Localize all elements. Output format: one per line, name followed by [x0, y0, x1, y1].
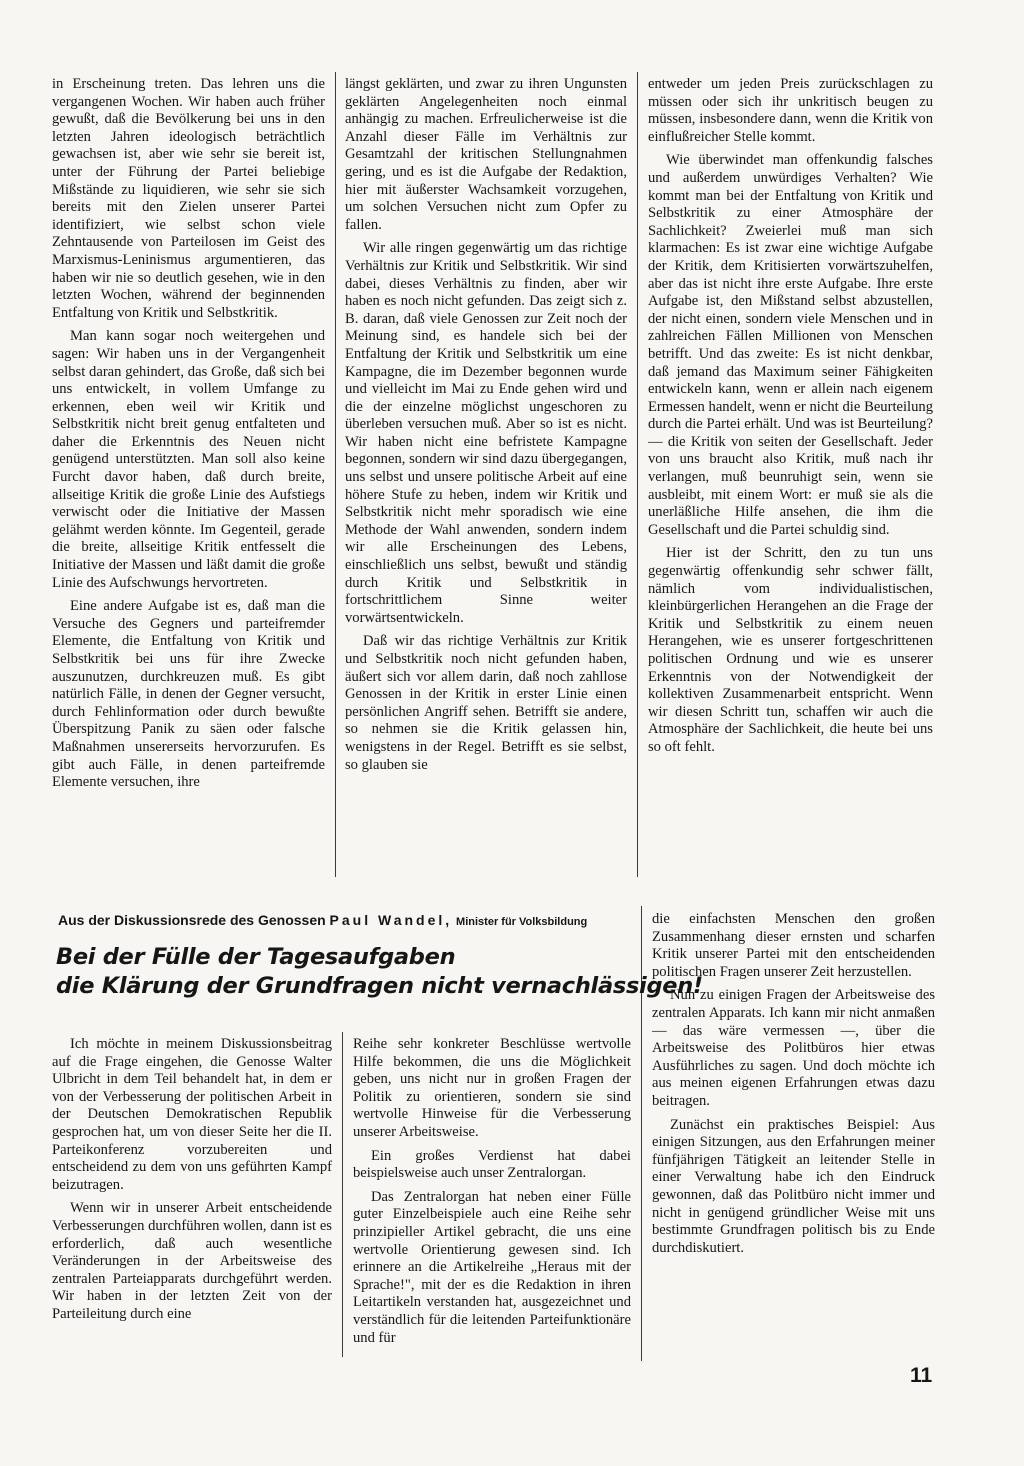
paragraph: die einfachsten Menschen den großen Zusammenhang dieser ernsten und scharfen Kritik unserer Partei mit den entscheidenden politischen Fragen unserer Zeit herzustellen. — [652, 911, 935, 980]
article-headline — [56, 943, 703, 1001]
paragraph: Daß wir das richtige Verhältnis zur Kritik und Selbstkritik noch nicht gefunden haben, äußert sich vor allem darin, daß noch zahllose Genossen in der Kritik in erster Linie einen persönlichen Angriff sehen. Betrifft sie andere, so nehmen sie die Kritik gelassen hin, wenigstens in der Regel. Betrifft es sie selbst, so glauben sie — [345, 633, 627, 773]
paragraph: Hier ist der Schritt, den zu tun uns gegenwärtig offenkundig sehr schwer fällt, nämlich vom individualistischen, kleinbürgerlichen Herangehen an die Frage der Kritik und Selbstkritik zu einem neuen Herangehen, wie es unserer fortgeschrittenen politischen Ordnung und wie es unserer Erkenntnis von der Notwendigkeit der kollektiven Zusammenarbeit entspricht. Wenn wir diesen Schritt tun, schaffen wir auch die Atmosphäre der Sachlichkeit, die heute bei uns so oft fehlt. — [648, 545, 933, 755]
bottom-article-column-3 — [652, 911, 935, 1263]
speaker-role: Minister für Volksbildung — [456, 916, 588, 928]
top-article-column-3 — [648, 76, 933, 763]
headline-line-2: die Klärung der Grundfragen nicht vernachlässigen! — [56, 973, 703, 999]
paragraph: Man kann sogar noch weitergehen und sagen: Wir haben uns in der Vergangenheit selbst daran gehindert, das Große, daß sich bei uns entwickelt, in vollem Umfange zu erkennen, eben weil wir Kritik und Selbstkritik nicht breit genug entfalteten und daher die Erkenntnis des Neuen nicht genügend unterstützten. Man soll also keine Furcht davor haben, daß durch breite, allseitige Kritik die große Linie des Aufstiegs verwischt oder die Initiative der Massen gelähmt werden könnte. Im Gegenteil, gerade die breite, allseitige Kritik entfesselt die Initiative der Massen und läßt damit die große Linie des Aufschwungs hervortreten. — [52, 328, 325, 591]
intro-prefix: Aus der Diskussionsrede des Genossen — [58, 912, 326, 928]
top-article-column-1 — [52, 76, 325, 798]
paragraph: entweder um jeden Preis zurückschlagen zu müssen oder sich ihr unkritisch beugen zu müssen, insbesondere dann, wenn die Kritik von einflußreicher Stelle kommt. — [648, 76, 933, 145]
paragraph: Wir alle ringen gegenwärtig um das richtige Verhältnis zur Kritik und Selbstkritik. Wir sind dabei, dieses Verhältnis zu finden, aber wir haben es noch nicht gefunden. Das zeigt sich z. B. daran, daß viele Genossen zur Zeit noch der Meinung sind, es handele sich bei der Entfaltung der Kritik und Selbstkritik um eine Kampagne, die im Dezember begonnen wurde und vielleicht im Mai zu Ende gehen wird und die der einzelne möglichst ungeschoren zu überleben versuchen muß. Aber so ist es nicht. Wir haben nicht eine befristete Kampagne begonnen, sondern wir sind dazu übergegangen, uns selbst und unsere politische Arbeit auf eine höhere Stufe zu heben, indem wir Kritik und Selbstkritik nicht mehr sporadisch wie eine Methode der Wahl anwenden, sondern indem wir alle Erscheinungen des Lebens, einschließlich uns selbst, bewußt und ständig durch Kritik und Selbstkritik in fortschrittlichem Sinne weiter vorwärtsentwickeln. — [345, 240, 627, 626]
paragraph: in Erscheinung treten. Das lehren uns die vergangenen Wochen. Wir haben auch früher gewußt, daß die Bevölkerung bei uns in den letzten Jahren ideologisch beträchtlich gewachsen ist, aber wie sehr sie bereit ist, unter der Führung der Partei beliebige Mißstände zu liquidieren, wie sehr sie sich bereits mit den Zielen unserer Partei identifiziert, wie selbst schon viele Zehntausende von Parteilosen im Geist des Marxismus-Leninismus argumentieren, das haben wir nie so deutlich gesehen, wie in den letzten Wochen, während der beginnenden Entfaltung von Kritik und Selbstkritik. — [52, 76, 325, 321]
paragraph: Nun zu einigen Fragen der Arbeitsweise des zentralen Apparats. Ich kann mir nicht anmaßen — das wäre vermessen —, über die Arbeitsweise des Politbüros hier etwas Ausführliches zu sagen. Und doch möchte ich aus meinen eigenen Erfahrungen etwas dazu beitragen. — [652, 987, 935, 1109]
bottom-article-column-1 — [52, 1036, 332, 1330]
paragraph: Ein großes Verdienst hat dabei beispielsweise auch unser Zentralorgan. — [353, 1147, 631, 1182]
paragraph: längst geklärten, und zwar zu ihren Ungunsten geklärten Angelegenheiten noch einmal anhängig zu machen. Erfreulicherweise ist die Anzahl dieser Fälle im Verhältnis zur Gesamtzahl der kritischen Stellungnahmen gering, und es ist die Aufgabe der Redaktion, hier mit äußerster Wachsamkeit vorzugehen, um solchen Versuchen nicht zum Opfer zu fallen. — [345, 76, 627, 233]
speaker-name: Paul Wandel, — [329, 912, 453, 928]
paragraph: Zunächst ein praktisches Beispiel: Aus einigen Sitzungen, aus den Erfahrungen meiner fünfjährigen Tätigkeit an leitender Stelle in einer Verwaltung habe ich den Eindruck gewonnen, daß das Politbüro nicht immer und nicht in genügend gründlicher Weise mit uns bestimmte Grundfragen politisch bis zu Ende durchdiskutiert. — [652, 1116, 935, 1256]
column-divider — [637, 72, 638, 877]
column-divider — [342, 1032, 343, 1357]
page-number: 11 — [910, 1364, 933, 1387]
paragraph: Eine andere Aufgabe ist es, daß man die Versuche des Gegners und parteifremder Elemente, die Entfaltung von Kritik und Selbstkritik bei uns für ihre Zwecke auszunutzen, durchkreuzen muß. Es gibt natürlich Fälle, in denen der Gegner versucht, durch Fehlinformation oder durch bewußte Überspitzung Panik zu säen oder falsche Maßnahmen unsererseits hervorzurufen. Es gibt auch Fälle, in denen parteifremde Elemente versuchen, ihre — [52, 598, 325, 791]
headline-line-1: Bei der Fülle der Tagesaufgaben — [56, 944, 456, 970]
column-divider — [335, 72, 336, 877]
article-intro-line — [58, 912, 638, 928]
top-article-column-2 — [345, 76, 627, 780]
paragraph: Ich möchte in meinem Diskussionsbeitrag auf die Frage eingehen, die Genosse Walter Ulbricht in dem Teil behandelt hat, in dem er von der Verbesserung der politischen Arbeit in der Deutschen Demokratischen Republik gesprochen hat, um von dieser Seite her die II. Parteikonferenz vorzubereiten und entscheidend zu dem von uns geführten Kampf beizutragen. — [52, 1036, 332, 1193]
paragraph: Das Zentralorgan hat neben einer Fülle guter Einzelbeispiele auch eine Reihe sehr prinzipieller Artikel gebracht, die uns eine wertvolle Orientierung gewesen sind. Ich erinnere an die Artikelreihe „Heraus mit der Sprache!", mit der es die Redaktion in ihren Leitartikeln verstanden hat, ausgezeichnet und verständlich für die leitenden Parteifunktionäre und für — [353, 1188, 631, 1346]
paragraph: Wie überwindet man offenkundig falsches und außerdem unwürdiges Verhalten? Wie kommt man bei der Entfaltung von Kritik und Selbstkritik zu einer Atmosphäre der Sachlichkeit? Zweierlei muß man sich klarmachen: Es ist zwar eine wichtige Aufgabe der Kritik, dem Kritisierten vorwärtszuhelfen, aber das ist nicht ihre erste Aufgabe. Ihre erste Aufgabe ist, den Mißstand selbst abzustellen, der nicht einen, sondern viele Menschen und in zahlreichen Fällen Millionen von Menschen betrifft. Und das zweite: Es ist nicht denkbar, daß jemand das Maximum seiner Fähigkeiten entwickeln kann, wenn er allein nach eigenem Ermessen handelt, wenn er nicht die Beurteilung durch die Partei erhält. Und was ist Beurteilung? — die Kritik von seiten der Gesellschaft. Jeder von uns braucht also Kritik, muß nach ihr verlangen, muß beunruhigt sein, wenn sie ausbleibt, mit einem Wort: er muß sie als die unerläßliche Hilfe ansehen, die ihm die Gesellschaft und die Partei schuldig sind. — [648, 152, 933, 538]
bottom-article-column-2 — [353, 1036, 631, 1353]
paragraph: Wenn wir in unserer Arbeit entscheidende Verbesserungen durchführen wollen, dann ist es erforderlich, daß auch wesentliche Veränderungen in der Arbeitsweise des zentralen Parteiapparats durchgeführt werden. Wir haben in der letzten Zeit von der Parteileitung durch eine — [52, 1200, 332, 1322]
paragraph: Reihe sehr konkreter Beschlüsse wertvolle Hilfe bekommen, die uns die Möglichkeit geben, uns nicht nur in großen Fragen der Politik zu orientieren, sondern sie sind wertvolle Hinweise für die Verbesserung unserer Arbeitsweise. — [353, 1036, 631, 1140]
